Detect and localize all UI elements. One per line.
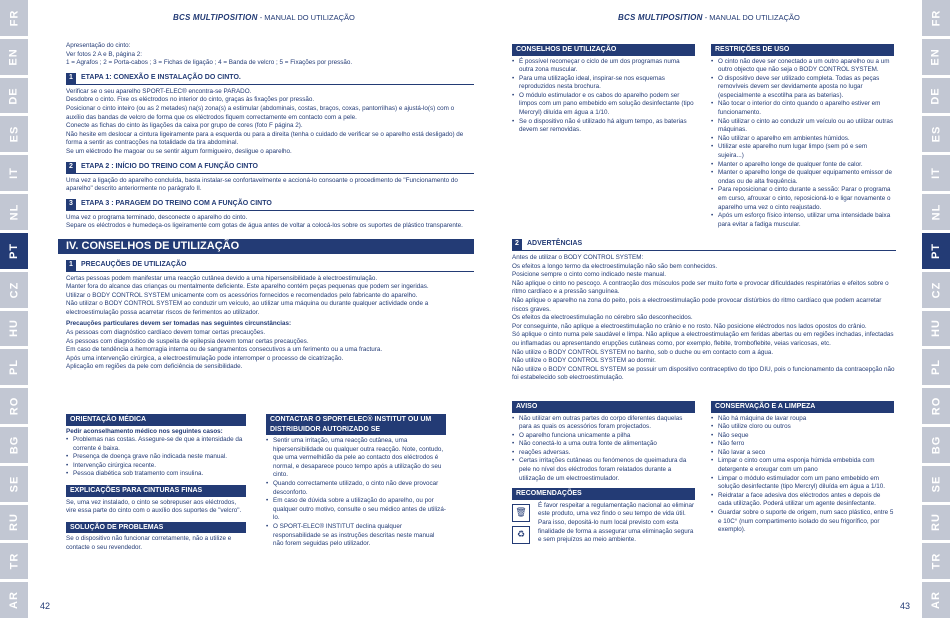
text-line: Apresentação do cinto:: [66, 42, 131, 49]
recycle-icon: ♻: [512, 526, 530, 544]
text-line: Não aplique o aparelho na zona do peito, pois a electroestimulação pode provocar distúrbios do ritmo cardíaco que podem acarretar riscos graves.: [512, 296, 882, 313]
list-item: • Não utilize cloro ou outros: [711, 423, 894, 432]
notice-list: [512, 415, 695, 484]
list-item: • O cinto não deve ser conectado a um outro aparelho ou a um outro objecto que não seja o BODY CONTROL SYSTEM.: [711, 58, 894, 75]
language-tab-ru: RU: [922, 505, 950, 541]
text-line: Os efeitos a longo termo da electroestimulação não são bem conhecidos.: [512, 262, 718, 270]
language-tab-pl: PL: [0, 349, 28, 385]
contact-list: [266, 437, 446, 549]
text-line: Ver fotos 2 A e B, página 2:: [66, 50, 142, 58]
text-line: 1 = Agrafos ; 2 = Porta-cabos ; 3 = Fichas de ligação ; 4 = Banda de velcro ; 5 = Fixações por pressão.: [66, 59, 353, 67]
list-item: • Para reposicionar o cinto durante a sessão: Parar o programa em curso, afrouxar o cinto, reposicioná-lo e ligar novamente o aparelho uma vez o cinto reajustado.: [711, 186, 894, 212]
language-tab-tr: TR: [0, 543, 28, 579]
language-tab-tr: TR: [922, 543, 950, 579]
text-line: Em caso de tendência a hemorragia interna ou de sangramentos consecutivos a um ferimento ou a uma fractura.: [66, 346, 383, 354]
section-title: IV. CONSELHOS DE UTILIZAÇÃO: [58, 239, 474, 254]
language-tab-es: ES: [0, 116, 28, 152]
text-line: Separe os eléctrodos e humedeça-os ligeiramente com gotas de água antes de voltar a colocá-los sobre os suportes de plástico transparente.: [66, 222, 463, 230]
list-item: • Não utilizar o aparelho em ambientes húmidos.: [711, 135, 894, 144]
left-page-body: [66, 42, 474, 372]
text-line: As pessoas com diagnóstico cardíaco devem tomar certas precauções.: [66, 329, 266, 337]
language-tab-nl: NL: [922, 194, 950, 230]
recommendations-title: RECOMENDAÇÕES: [512, 488, 695, 500]
list-item: • Manter o aparelho longe de qualquer equipamento emissor de ondas ou de alta frequência.: [711, 169, 894, 186]
warnings-text: [512, 254, 896, 383]
text-line: Não utilize o BODY CONTROL SYSTEM se possuir um dispositivo contraceptivo do tipo DIU, pois o funcionamento da contracepção não foi estabelecido sob electroestimulação.: [512, 365, 895, 382]
list-item: • O dispositivo deve ser utilizado completa. Todas as peças removíveis devem ser devidamente aposta no lugar (especialmente a escotilha para as baterias).: [711, 75, 894, 101]
text-line: Os efeitos da electroestimulação no cérebro são desconhecidos.: [512, 314, 693, 322]
language-tab-se: SE: [922, 466, 950, 502]
warnings-heading: 2 ADVERTÊNCIAS: [512, 239, 896, 251]
text-line: Não utilize o BODY CONTROL SYSTEM ao dormir.: [512, 357, 656, 365]
text-line: Não utilize o BODY CONTROL SYSTEM no banho, sob o duche ou em contacto com a água.: [512, 348, 774, 356]
recommendations-body: [512, 502, 695, 548]
text-line: Conecte as fichas do cinto às ligações da caixa por grupo de cores (foto F página 2).: [66, 122, 303, 130]
list-item: • Intervenção cirúrgica recente.: [66, 462, 246, 471]
language-tabs-left: [0, 0, 28, 621]
list-item: • Problemas nas costas. Assegure-se de que a intensidade da corrente é baixa.: [66, 436, 246, 453]
language-tabs-right: [922, 0, 950, 621]
list-item: • O módulo estimulador e os cabos do aparelho podem ser limpos com um pano embebido em solução desinfectante (tipo Mercryl) diluída em água a 1/10.: [512, 92, 695, 118]
list-item: • Não tocar o interior do cinto quando o aparelho estiver em funcionamento.: [711, 100, 894, 117]
language-tab-ro: RO: [922, 388, 950, 424]
belt-intro: [66, 42, 474, 68]
list-item: • Utilizar este aparelho num lugar limpo (sem pó e sem sujeira...): [711, 143, 894, 160]
text-line: Não utilizar o BODY CONTROL SYSTEM ao conduzir um veículo, ao utilizar uma máquina ou durante qualquer actividade onde a electroestimulação possa acarretar riscos de ferimentos ao utilizador.: [66, 300, 429, 316]
care-and-cleaning: [711, 398, 894, 535]
list-item: • Manter o aparelho longe de qualquer fonte de calor.: [711, 161, 894, 170]
page-header-left: BCS MULTIPOSITION - MANUAL DO UTILIZAÇÃO: [173, 13, 355, 22]
text-line: Só aplique o cinto numa pele saudável e limpa. Não aplique a electroestimulação em feridas abertas ou em regiões inchadas, infectadas ou inflamadas ou apresentando erupções cutâneas como, por exemplo, flebite, tromboflebite, veias varicosas, etc.: [512, 331, 894, 347]
text-line: Posicionar o cinto inteiro (ou as 2 metades) na(s) zona(s) a estimular (abdominais, costas, braços, coxas, pantorrilhas) e ajustá-lo(s) com o auxílio das bandas de velcro de forma que os eléctrodos fiquem correctamente em contacto com a pele.: [66, 104, 455, 121]
text-line: Não aplique o cinto no pescoço. A contracção dos músculos pode ser muito forte e provocar dificuldades respiratórias e efeitos sobre o ritmo cardíaco e a pressão sanguínea.: [512, 279, 889, 296]
language-tab-ar: AR: [922, 582, 950, 618]
language-tab-en: EN: [0, 39, 28, 75]
text-line: Uma vez a ligação do aparelho concluída, basta instalar-se confortavelmente e accioná-lo consoante o procedimento de "Funcionamento do aparelho" descrito anteriormente no parágrafo II.: [66, 176, 458, 193]
list-item: • Após um esforço físico intenso, utilizar uma intensidade baixa para evitar a fadiga muscular.: [711, 212, 894, 229]
list-item: • É possível recomeçar o ciclo de um dos programas numa outra zona muscular.: [512, 58, 695, 75]
notice: [512, 398, 695, 548]
list-item: • Em caso de dúvida sobre a utilização do aparelho, ou por qualquer outro motivo, consulte o seu médico antes de utilizá-lo.: [266, 497, 446, 523]
list-item: • Não há máquina de lavar roupa: [711, 415, 894, 424]
list-item: • Não conectá-lo a uma outra fonte de alimentação: [512, 440, 695, 449]
language-tab-pl: PL: [922, 349, 950, 385]
step2-heading: 2 ETAPA 2 : INÍCIO DO TREINO COM A FUNÇÃO CINTO: [66, 162, 474, 174]
language-tab-fr: FR: [0, 0, 28, 36]
language-tab-se: SE: [0, 466, 28, 502]
list-item: • Reidratar a face adesiva dos eléctrodos antes e depois de cada utilização. Poderá utilizar um agente desinfectante.: [711, 492, 894, 509]
text-line: Por conseguinte, não aplique a electroestimulação no crânio e no rosto. Não posicione eléctrodos nos lados opostos do crânio.: [512, 322, 867, 330]
text-line: Após uma intervenção cirúrgica, a electroestimulação pode interromper o processo de cicatrização.: [66, 354, 344, 362]
language-tab-pt: PT: [922, 233, 950, 269]
language-tab-ar: AR: [0, 582, 28, 618]
list-item: • Não seque: [711, 432, 894, 441]
left-bottom-col1: [66, 411, 246, 552]
care-title: CONSERVAÇÃO E A LIMPEZA: [711, 401, 894, 413]
step1-heading: 1 ETAPA 1: CONEXÃO E INSTALAÇÃO DO CINTO.: [66, 73, 474, 85]
text-line: Antes de utilizar o BODY CONTROL SYSTEM:: [512, 254, 644, 261]
language-tab-bg: BG: [0, 427, 28, 463]
recycling-icons: [512, 502, 534, 548]
page-header-right: BCS MULTIPOSITION - MANUAL DO UTILIZAÇÃO: [618, 13, 800, 22]
thin-waist-text: Se, uma vez instalado, o cinto se sobrepuser aos eléctrodos, vire essa parte do cinto com o auxílio dos suportes de "velcro".: [66, 498, 242, 515]
step3-heading: 3 ETAPA 3 : PARAGEM DO TREINO COM A FUNÇÃO CINTO: [66, 199, 474, 211]
care-list: [711, 415, 894, 535]
list-item: • Se o dispositivo não é utilizado há algum tempo, as baterias devem ser removidas.: [512, 118, 695, 135]
language-tab-nl: NL: [0, 194, 28, 230]
notice-title: AVISO: [512, 401, 695, 413]
precautions-text: [66, 275, 474, 318]
usage-restrictions-list: [711, 58, 894, 230]
medical-guidance-lead: Pedir aconselhamento médico nos seguintes casos:: [66, 427, 223, 435]
usage-restrictions-title: RESTRIÇÕES DE USO: [711, 44, 894, 56]
list-item: • Certas irritações cutâneas ou fenómenos de queimadura da pele no nível dos eléctrodos foram relatados durante a utilização de um electroestimulador.: [512, 457, 695, 483]
warnings: [512, 234, 896, 383]
text-line: Manter fora do alcance das crianças ou mentalmente deficiente. Este aparelho contém peças pequenas que podem ser ingeridas.: [66, 283, 429, 291]
list-item: • Limpar o cinto com uma esponja húmida embebida com detergente e enxugar com um pano: [711, 457, 894, 474]
contact-title: CONTACTAR O SPORT-ELEC® INSTITUT OU UM DISTRIBUIDOR AUTORIZADO SE: [266, 414, 446, 435]
page-number-right: 43: [900, 601, 911, 611]
text-line: Desdobre o cinto. Fixe os eléctrodos no interior do cinto, graças às fixações por pressão.: [66, 96, 315, 104]
list-item: • reações adversas.: [512, 449, 695, 458]
language-tab-it: IT: [0, 155, 28, 191]
text-line: Verificar se o seu aparelho SPORT-ELEC® encontra-se PARADO.: [66, 87, 252, 95]
text-line: Aplicação em regiões da pele com deficiência de sensibilidade.: [66, 363, 243, 371]
list-item: • Pessoa diabética sob tratamento com insulina.: [66, 470, 246, 479]
text-line: As pessoas com diagnóstico de suspeita de epilepsia devem tomar certas precauções.: [66, 337, 309, 345]
step3-text: [66, 214, 474, 231]
text-line: Posicione sempre o cinto como indicado neste manual.: [512, 271, 667, 279]
text-line: Utilizar o BODY CONTROL SYSTEM unicamente com os acessórios fornecidos e recomendados pelo fabricante do aparelho.: [66, 291, 418, 299]
usage-restrictions: [711, 41, 894, 229]
language-tab-cz: CZ: [922, 272, 950, 308]
troubleshooting-text: Se o dispositivo não funcionar corretamente, não a utilize e contacte o seu revendedor.: [66, 535, 232, 551]
list-item: • O SPORT-ELEC® INSTITUT declina qualquer responsabilidade se as instruções descritas neste manual não forem seguidas pelo utilizador.: [266, 523, 446, 549]
list-item: • Não lavar a seco: [711, 449, 894, 458]
list-item: • Não ferro: [711, 440, 894, 449]
language-tab-it: IT: [922, 155, 950, 191]
language-tab-pt: PT: [0, 233, 28, 269]
language-tab-fr: FR: [922, 0, 950, 36]
usage-tips-title: CONSELHOS DE UTILIZAÇÃO: [512, 44, 695, 56]
medical-guidance-list: [66, 436, 246, 479]
list-item: • Para uma utilização ideal, inspirar-se nos esquemas reproduzidos nesta brochura.: [512, 75, 695, 92]
language-tab-es: ES: [922, 116, 950, 152]
language-tab-ru: RU: [0, 505, 28, 541]
thin-waist-title: EXPLICAÇÕES PARA CINTURAS FINAS: [66, 485, 246, 497]
language-tab-en: EN: [922, 39, 950, 75]
language-tab-hu: HU: [922, 311, 950, 347]
text-line: Não hesite em deslocar a cintura ligeiramente para a esquerda ou para a direita (tenha o cuidado de verificar se o aparelho está desligado) de forma a sentir as contracções na totalidade da tira abdominal.: [66, 130, 464, 147]
language-tab-bg: BG: [922, 427, 950, 463]
language-tab-cz: CZ: [0, 272, 28, 308]
language-tab-ro: RO: [0, 388, 28, 424]
list-item: • Sentir uma irritação, uma reacção cutânea, uma hipersensibilidade ou qualquer outra reacção. Note, contudo, que uma vermelhidão da pele ao contacto dos eléctrodos é normal, e desaparece pouco tempo após a utilização do seu cinto.: [266, 437, 446, 480]
list-item: • O aparelho funciona unicamente a pilha: [512, 432, 695, 441]
troubleshooting-title: SOLUÇÃO DE PROBLEMAS: [66, 522, 246, 534]
usage-tips-list: [512, 58, 695, 135]
language-tab-hu: HU: [0, 311, 28, 347]
list-item: • Presença de doença grave não indicada neste manual.: [66, 453, 246, 462]
text-line: Se um eléctrodo lhe magoar ou se sentir algum formigueiro, desligue o aparelho.: [66, 147, 292, 155]
usage-tips: [512, 41, 695, 135]
language-tab-de: DE: [922, 78, 950, 114]
medical-guidance-title: ORIENTAÇÃO MÉDICA: [66, 414, 246, 426]
precautions-sub-text: [66, 329, 474, 372]
precautions-subheading: Precauções particulares devem ser tomadas nas seguintes circunstâncias:: [66, 320, 292, 328]
language-tab-de: DE: [0, 78, 28, 114]
list-item: • Quando correctamente utilizado, o cinto não deve provocar desconforto.: [266, 480, 446, 497]
list-item: • Não utilizar em outras partes do corpo diferentes daquelas para as quais os acessórios foram projectados.: [512, 415, 695, 432]
text-line: Uma vez o programa terminado, desconecte o aparelho do cinto.: [66, 213, 248, 221]
list-item: • Guardar sobre o suporte de origem, num saco plástico, entre 5 e 10C° (num compartimento isolado do seu frigorífico, por exemplo).: [711, 509, 894, 535]
step1-text: [66, 88, 474, 157]
list-item: • Não utilizar o cinto ao conduzir um veículo ou ao utilizar outras máquinas.: [711, 118, 894, 135]
precautions-heading: 1 PRECAUÇÕES DE UTILIZAÇÃO: [66, 260, 474, 272]
crossed-bin-icon: 🗑: [512, 504, 530, 522]
recommendations-text: É favor respeitar a regulamentação nacional ao eliminar este produto, uma vez findo o seu tempo de vida útil. Para isso, depositá-lo num local previsto com esta finalidade de forma a assegurar uma eliminação segura e sem prejuízos ao meio ambiente.: [538, 501, 695, 544]
text-line: Certas pessoas podem manifestar uma reacção cutânea devido a uma hipersensibilidade à electroestimulação.: [66, 274, 378, 282]
step2-text: [66, 177, 474, 194]
left-bottom-col2: [266, 411, 446, 549]
page-number-left: 42: [40, 601, 51, 611]
list-item: • Limpar o módulo estimulador com um pano embebido em solução desinfectante (tipo Mercryl) diluída em água a 1/10.: [711, 475, 894, 492]
